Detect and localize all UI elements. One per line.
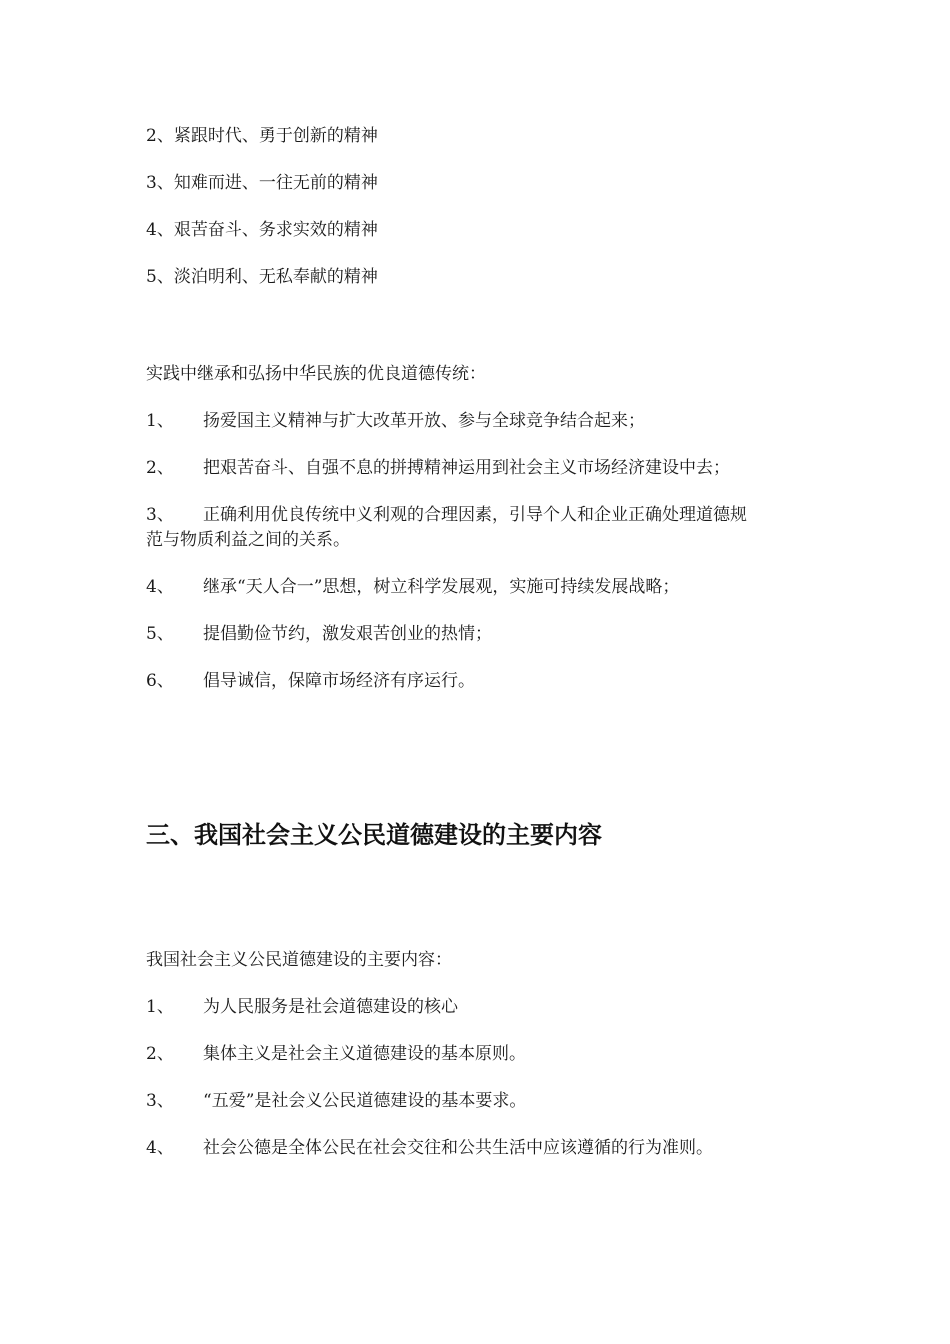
item-number: 1、: [146, 997, 174, 1017]
item-text: 为人民服务是社会道德建设的核心: [203, 997, 458, 1017]
item-number: 4、: [146, 577, 174, 597]
item-text: 扬爱国主义精神与扩大改革开放、参与全球竞争结合起来；: [203, 411, 645, 431]
tradition-item: [146, 409, 645, 433]
tradition-item: [146, 503, 747, 527]
tradition-item: [146, 456, 730, 480]
content-intro: 我国社会主义公民道德建设的主要内容：: [146, 950, 452, 970]
content-item: [146, 1136, 713, 1160]
item-number: 4、: [146, 1138, 174, 1158]
item-number: 5、: [146, 624, 174, 644]
item-number: 6、: [146, 671, 174, 691]
content-item: [146, 1042, 526, 1066]
item-number: 3、: [146, 505, 174, 525]
spirit-item: 4、艰苦奋斗、务求实效的精神: [146, 220, 378, 240]
spirit-item: 3、知难而进、一往无前的精神: [146, 173, 378, 193]
item-text: 集体主义是社会主义道德建设的基本原则。: [203, 1044, 526, 1064]
spirit-item: 5、淡泊明利、无私奉献的精神: [146, 267, 378, 287]
item-text: 正确利用优良传统中义利观的合理因素，引导个人和企业正确处理道德规: [203, 505, 747, 525]
item-number: 3、: [146, 1091, 174, 1111]
section-heading: 三、我国社会主义公民道德建设的主要内容: [146, 821, 602, 849]
tradition-item: [146, 622, 492, 646]
item-number: 1、: [146, 411, 174, 431]
tradition-item-continuation: 范与物质利益之间的关系。: [146, 530, 350, 550]
tradition-item: [146, 669, 475, 693]
item-text: 提倡勤俭节约，激发艰苦创业的热情；: [203, 624, 492, 644]
item-text: “五爱”是社会义公民道德建设的基本要求。: [203, 1091, 527, 1111]
item-number: 2、: [146, 1044, 174, 1064]
tradition-item: [146, 575, 679, 599]
item-text: 继承“天人合一”思想，树立科学发展观，实施可持续发展战略；: [203, 577, 680, 597]
item-text: 社会公德是全体公民在社会交往和公共生活中应该遵循的行为准则。: [203, 1138, 713, 1158]
content-item: [146, 1089, 526, 1113]
tradition-intro: 实践中继承和弘扬中华民族的优良道德传统：: [146, 364, 486, 384]
item-text: 把艰苦奋斗、自强不息的拼搏精神运用到社会主义市场经济建设中去；: [203, 458, 730, 478]
content-item: [146, 995, 458, 1019]
item-text: 倡导诚信，保障市场经济有序运行。: [203, 671, 475, 691]
item-number: 2、: [146, 458, 174, 478]
spirit-item: 2、紧跟时代、勇于创新的精神: [146, 126, 378, 146]
